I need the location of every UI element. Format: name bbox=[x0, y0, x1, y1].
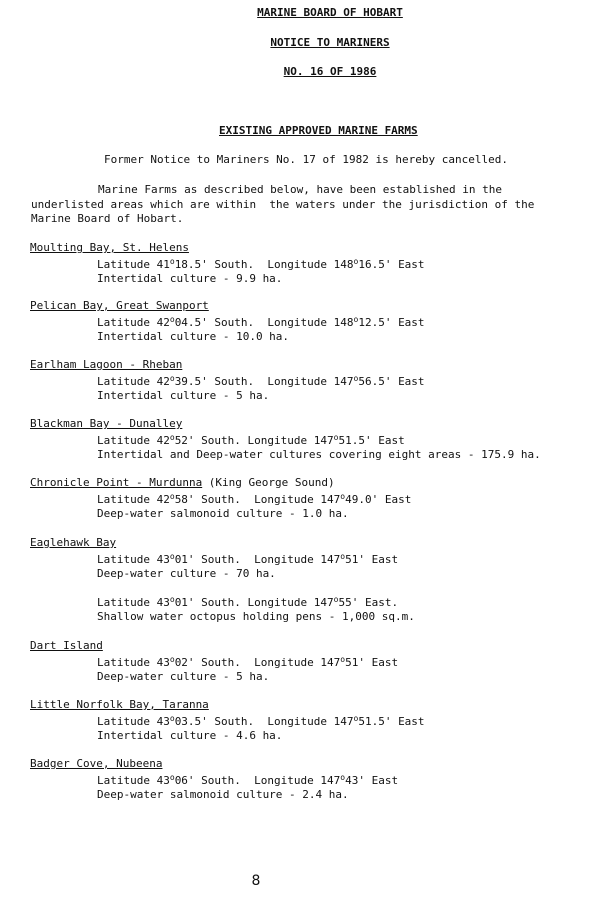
intro-line-3: Marine Board of Hobart. bbox=[31, 212, 184, 225]
degree-symbol: o bbox=[169, 257, 175, 266]
latitude-prefix: Latitude bbox=[97, 774, 157, 787]
latitude-prefix: Latitude bbox=[97, 434, 157, 447]
latitude-minutes-and-longitude: 39.5' South. Longitude 147 bbox=[174, 375, 354, 388]
coordinates-line bbox=[97, 774, 398, 788]
culture-description: Intertidal and Deep-water cultures covering eight areas - 175.9 ha. bbox=[97, 448, 541, 461]
location-name: Chronicle Point - Murdunna bbox=[30, 476, 203, 489]
latitude-minutes-and-longitude: 58' South. Longitude 147 bbox=[174, 493, 341, 506]
coordinates-line bbox=[97, 596, 398, 610]
latitude-minutes-and-longitude: 04.5' South. Longitude 148 bbox=[174, 316, 354, 329]
latitude-minutes-and-longitude: 18.5' South. Longitude 148 bbox=[174, 258, 354, 271]
coordinates-line bbox=[97, 434, 405, 448]
location-heading bbox=[30, 476, 335, 490]
degree-symbol: o bbox=[333, 433, 339, 442]
culture-description: Deep-water salmonoid culture - 2.4 ha. bbox=[97, 788, 349, 801]
latitude-degrees: 42 bbox=[156, 434, 170, 447]
latitude-degrees: 42 bbox=[156, 493, 170, 506]
latitude-minutes-and-longitude: 01' South. Longitude 147 bbox=[174, 553, 341, 566]
culture-description: Shallow water octopus holding pens - 1,000 sq.m. bbox=[97, 610, 415, 623]
latitude-degrees: 43 bbox=[156, 656, 170, 669]
degree-symbol: o bbox=[353, 714, 359, 723]
coordinates-line bbox=[97, 715, 425, 729]
longitude-minutes: 16.5' East bbox=[358, 258, 425, 271]
longitude-minutes: 55' East. bbox=[338, 596, 399, 609]
longitude-minutes: 51' East bbox=[345, 553, 399, 566]
latitude-degrees: 43 bbox=[156, 774, 170, 787]
coordinates-line bbox=[97, 553, 398, 567]
degree-symbol: o bbox=[169, 492, 175, 501]
coordinates-line bbox=[97, 316, 425, 330]
degree-symbol: o bbox=[340, 552, 346, 561]
latitude-prefix: Latitude bbox=[97, 493, 157, 506]
latitude-degrees: 43 bbox=[156, 715, 170, 728]
location-name: Eaglehawk Bay bbox=[30, 536, 117, 549]
notice-number: NO. 16 OF 1986 bbox=[283, 65, 377, 78]
latitude-prefix: Latitude bbox=[97, 375, 157, 388]
latitude-minutes-and-longitude: 02' South. Longitude 147 bbox=[174, 656, 341, 669]
culture-description: Deep-water salmonoid culture - 1.0 ha. bbox=[97, 507, 349, 520]
section-title: EXISTING APPROVED MARINE FARMS bbox=[219, 124, 418, 137]
board-title: MARINE BOARD OF HOBART bbox=[257, 6, 403, 19]
latitude-degrees: 42 bbox=[156, 316, 170, 329]
location-name: Pelican Bay, Great Swanport bbox=[30, 299, 209, 312]
location-heading bbox=[30, 417, 182, 431]
latitude-degrees: 42 bbox=[156, 375, 170, 388]
location-heading bbox=[30, 757, 162, 771]
degree-symbol: o bbox=[169, 315, 175, 324]
longitude-minutes: 56.5' East bbox=[358, 375, 425, 388]
intro-line-1: Marine Farms as described below, have been established in the bbox=[98, 183, 502, 196]
location-heading bbox=[30, 299, 209, 313]
degree-symbol: o bbox=[169, 714, 175, 723]
location-heading bbox=[30, 241, 189, 255]
culture-description: Intertidal culture - 9.9 ha. bbox=[97, 272, 283, 285]
coordinates-line bbox=[97, 493, 411, 507]
longitude-minutes: 12.5' East bbox=[358, 316, 425, 329]
culture-description: Deep-water culture - 70 ha. bbox=[97, 567, 276, 580]
degree-symbol: o bbox=[169, 773, 175, 782]
latitude-minutes-and-longitude: 03.5' South. Longitude 147 bbox=[174, 715, 354, 728]
degree-symbol: o bbox=[333, 595, 339, 604]
location-name: Badger Cove, Nubeena bbox=[30, 757, 163, 770]
latitude-degrees: 41 bbox=[156, 258, 170, 271]
longitude-minutes: 49.0' East bbox=[345, 493, 412, 506]
latitude-minutes-and-longitude: 01' South. Longitude 147 bbox=[174, 596, 334, 609]
intro-line-2: underlisted areas which are within the waters under the jurisdiction of the bbox=[31, 198, 535, 211]
latitude-prefix: Latitude bbox=[97, 258, 157, 271]
cancel-notice: Former Notice to Mariners No. 17 of 1982 is hereby cancelled. bbox=[104, 153, 508, 166]
location-heading bbox=[30, 698, 209, 712]
page-number: 8 bbox=[251, 873, 261, 889]
degree-symbol: o bbox=[340, 773, 346, 782]
notice-heading: NOTICE TO MARINERS bbox=[270, 36, 390, 49]
location-name-suffix: (King George Sound) bbox=[202, 476, 335, 489]
longitude-minutes: 51' East bbox=[345, 656, 399, 669]
coordinates-line bbox=[97, 258, 425, 272]
latitude-prefix: Latitude bbox=[97, 553, 157, 566]
latitude-prefix: Latitude bbox=[97, 656, 157, 669]
location-name: Moulting Bay, St. Helens bbox=[30, 241, 189, 254]
location-name: Earlham Lagoon - Rheban bbox=[30, 358, 183, 371]
latitude-prefix: Latitude bbox=[97, 316, 157, 329]
longitude-minutes: 43' East bbox=[345, 774, 399, 787]
culture-description: Intertidal culture - 4.6 ha. bbox=[97, 729, 283, 742]
culture-description: Intertidal culture - 10.0 ha. bbox=[97, 330, 290, 343]
location-heading bbox=[30, 358, 182, 372]
degree-symbol: o bbox=[169, 433, 175, 442]
degree-symbol: o bbox=[353, 257, 359, 266]
latitude-degrees: 43 bbox=[156, 596, 170, 609]
culture-description: Intertidal culture - 5 ha. bbox=[97, 389, 270, 402]
latitude-minutes-and-longitude: 52' South. Longitude 147 bbox=[174, 434, 334, 447]
degree-symbol: o bbox=[340, 492, 346, 501]
location-heading bbox=[30, 639, 103, 653]
degree-symbol: o bbox=[353, 315, 359, 324]
location-name: Blackman Bay - Dunalley bbox=[30, 417, 183, 430]
degree-symbol: o bbox=[353, 374, 359, 383]
degree-symbol: o bbox=[340, 655, 346, 664]
location-heading bbox=[30, 536, 116, 550]
coordinates-line bbox=[97, 656, 398, 670]
longitude-minutes: 51.5' East bbox=[358, 715, 425, 728]
degree-symbol: o bbox=[169, 655, 175, 664]
degree-symbol: o bbox=[169, 374, 175, 383]
latitude-prefix: Latitude bbox=[97, 715, 157, 728]
location-name: Little Norfolk Bay, Taranna bbox=[30, 698, 209, 711]
degree-symbol: o bbox=[169, 552, 175, 561]
latitude-minutes-and-longitude: 06' South. Longitude 147 bbox=[174, 774, 341, 787]
latitude-prefix: Latitude bbox=[97, 596, 157, 609]
culture-description: Deep-water culture - 5 ha. bbox=[97, 670, 270, 683]
latitude-degrees: 43 bbox=[156, 553, 170, 566]
location-name: Dart Island bbox=[30, 639, 103, 652]
coordinates-line bbox=[97, 375, 425, 389]
degree-symbol: o bbox=[169, 595, 175, 604]
longitude-minutes: 51.5' East bbox=[338, 434, 405, 447]
